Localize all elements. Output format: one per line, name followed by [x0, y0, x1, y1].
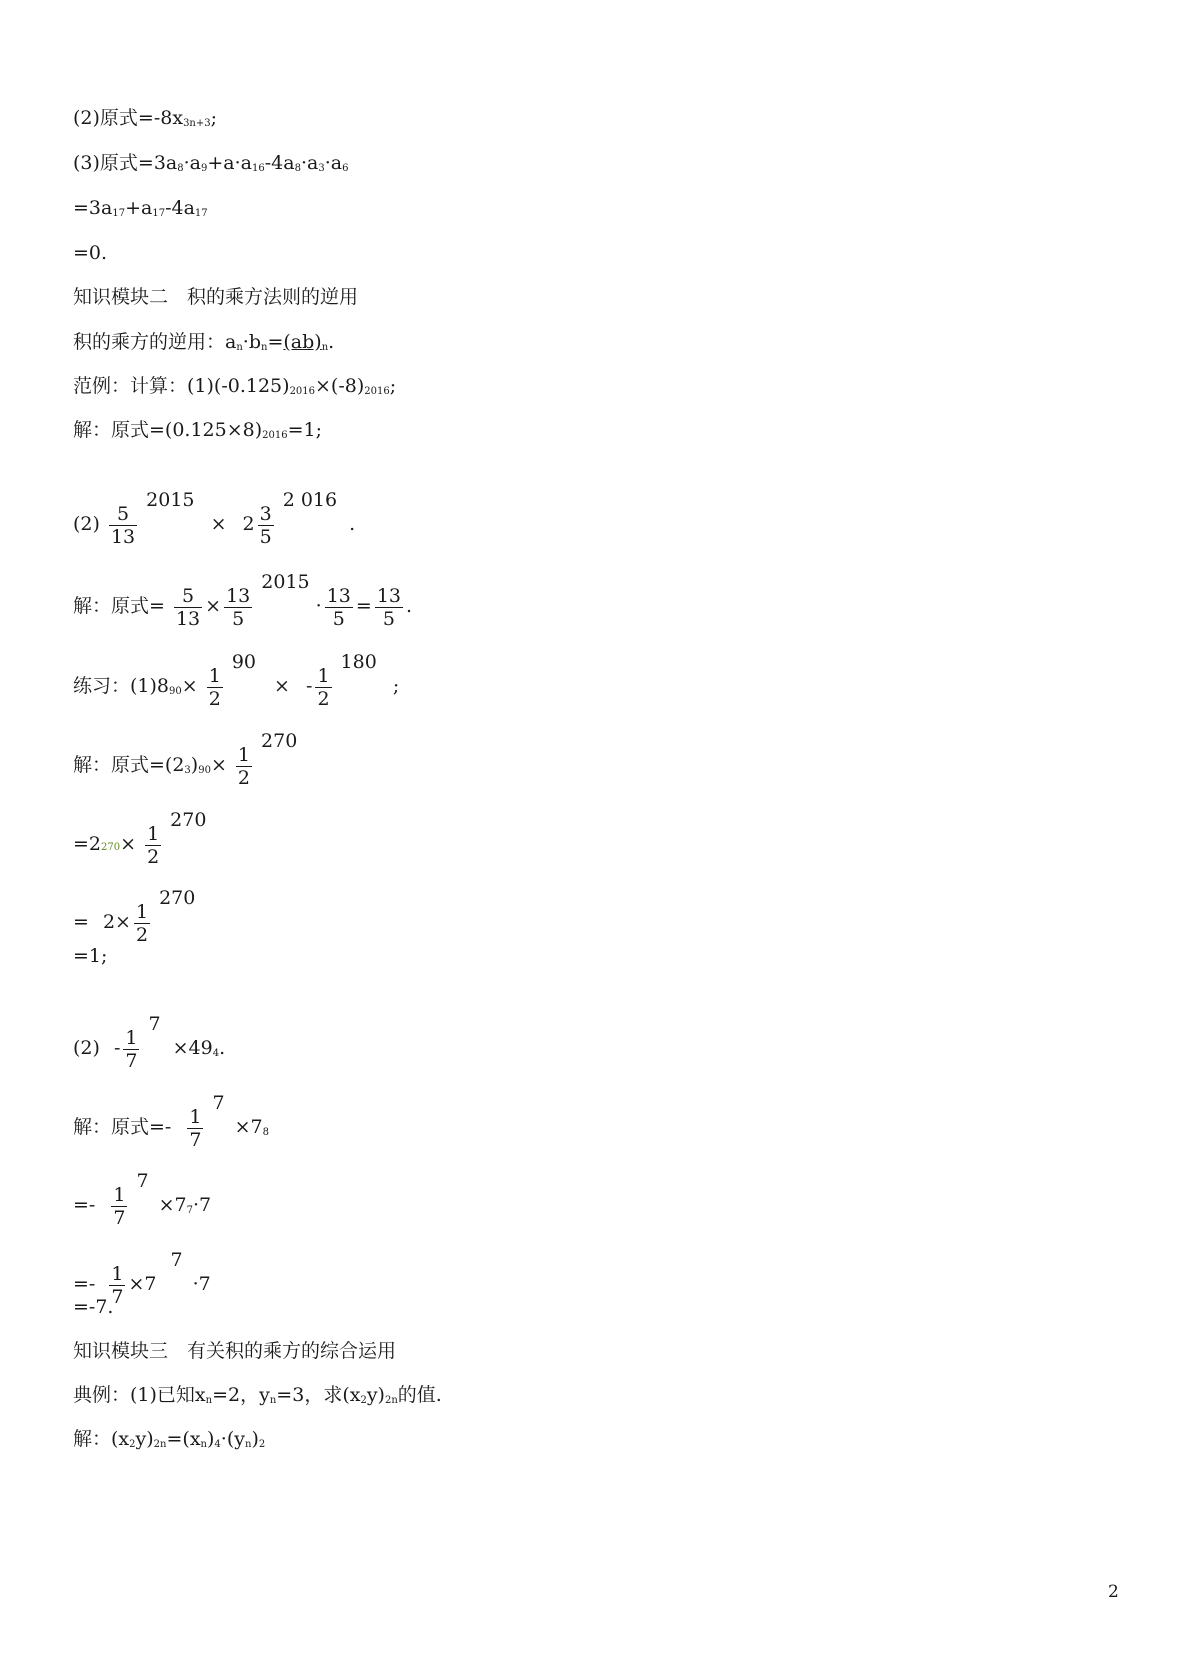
line-14: = 2× $\frac{1}{2}$ 270	[73, 887, 196, 946]
section-heading-2: 知识模块二 积的乘方法则的逆用	[73, 286, 359, 308]
fraction: $\frac{13}{5}$	[376, 584, 402, 630]
section-heading-3: 知识模块三 有关积的乘方的综合运用	[73, 1340, 397, 1362]
line-11: 练习：(1)890× $\frac{1}{2}$ 90 × - $\frac{1}{2}$ 180 ;	[73, 651, 400, 710]
page-number: 2	[1108, 1582, 1119, 1602]
fraction: $\frac{1}{7}$	[189, 1105, 202, 1151]
line-20: =-7.	[73, 1296, 114, 1318]
fraction: $\frac{1}{2}$	[317, 664, 330, 710]
line-19: =- $\frac{1}{7}$ ×77 ·7	[73, 1249, 211, 1308]
line-13: =2270× $\frac{1}{2}$ 270	[73, 809, 207, 868]
fraction: $\frac{13}{5}$	[326, 584, 351, 630]
line-7: 范例：计算：(1)(-0.125)2016×(-8)2016;	[73, 375, 397, 397]
fraction: $\frac{3}{5}$	[259, 502, 272, 548]
fraction: $\frac{13}{5}$	[226, 584, 251, 630]
line-16: (2) - $\frac{1}{7}$ 7 ×494.	[73, 1013, 226, 1072]
fraction: $\frac{1}{7}$	[111, 1262, 124, 1308]
line-9: (2) $\frac{5}{13}$ 2015 × 2 $\frac{3}{5}$ 2 016 .	[73, 489, 356, 548]
line-15: =1;	[73, 945, 108, 967]
line-4: =0.	[73, 242, 108, 264]
line-10: 解：原式= $\frac{5}{13}$ × $\frac{13}{5}$ 2015 · $\frac{13}{5}$ = $\frac{13}{5}$ .	[73, 571, 413, 630]
fraction: $\frac{5}{13}$	[175, 584, 201, 630]
line-6: 积的乘方的逆用：an·bn=(ab)n.	[73, 331, 335, 353]
fraction: $\frac{1}{2}$	[237, 743, 251, 789]
fraction: $\frac{1}{7}$	[125, 1026, 138, 1072]
line-18: =- $\frac{1}{7}$ 7 ×77·7	[73, 1170, 212, 1229]
line-3: =3a17+a17-4a17	[73, 197, 208, 219]
line-22: 典例：(1)已知xn=2，yn=3，求(x2y)2n的值.	[73, 1384, 442, 1406]
line-8: 解：原式=(0.125×8)2016=1;	[73, 419, 323, 441]
line-12: 解：原式=(23)90× $\frac{1}{2}$ 270	[73, 730, 298, 789]
fraction: $\frac{1}{2}$	[135, 900, 149, 946]
line-17: 解：原式=- $\frac{1}{7}$ 7 ×78	[73, 1092, 270, 1151]
fraction: $\frac{1}{7}$	[113, 1183, 126, 1229]
fraction: $\frac{1}{2}$	[147, 822, 160, 868]
line-23: 解：(x2y)2n=(xn)4·(yn)2	[73, 1428, 266, 1450]
line-2: (3)原式=3a8·a9+a·a16-4a8·a3·a6	[73, 152, 349, 174]
fraction: $\frac{5}{13}$	[110, 502, 136, 548]
line-1: (2)原式=-8x3n+3;	[73, 107, 218, 129]
fraction: $\frac{1}{2}$	[208, 664, 221, 710]
